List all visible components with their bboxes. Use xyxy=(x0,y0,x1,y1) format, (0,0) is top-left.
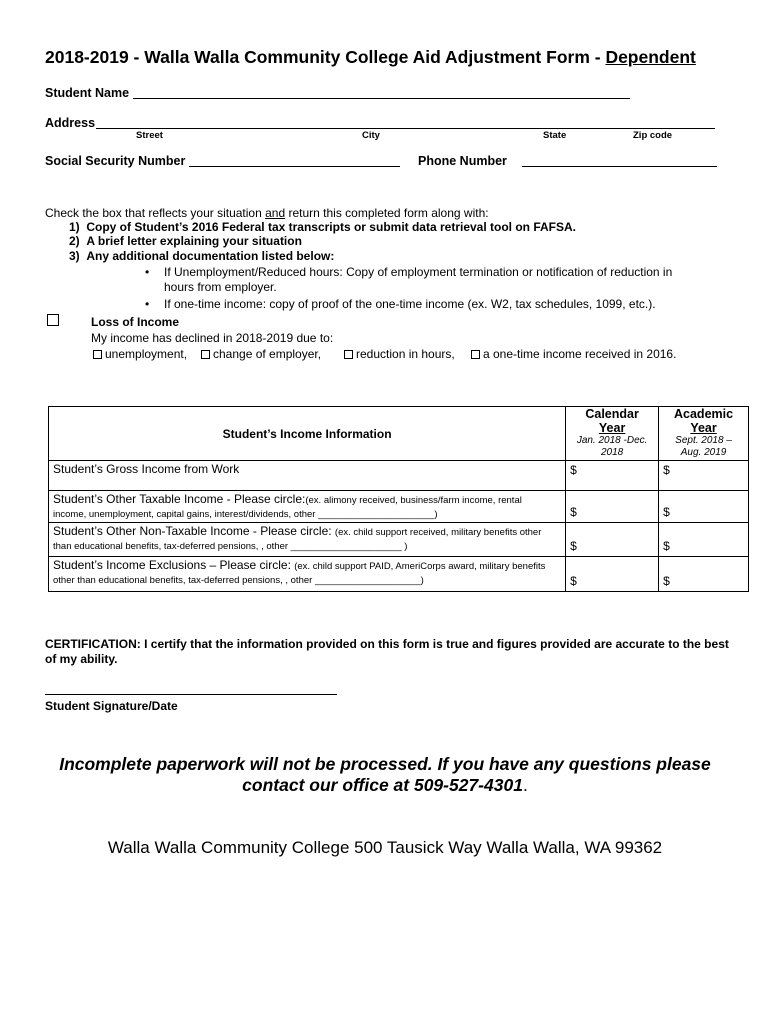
student-name-line[interactable] xyxy=(133,98,630,99)
option-reduction-in-hours[interactable]: reduction in hours, xyxy=(344,347,455,361)
table-row xyxy=(49,557,749,592)
street-label: Street xyxy=(136,130,163,141)
row-other-taxable: Student’s Other Taxable Income - Please circle:(ex. alimony received, business/farm income, rental income, unemployment, capital gains, interest/dividends, other ______________________) xyxy=(49,491,566,523)
loss-of-income-heading: Loss of Income xyxy=(91,315,180,329)
income-table xyxy=(48,406,749,592)
row-non-taxable: Student’s Other Non-Taxable Income - Please circle: (ex. child support received, military benefits other than educational benefits, tax-deferred pensions, , other _____________________ ) xyxy=(49,523,566,557)
bullet-2: If one-time income: copy of proof of the one-time income (ex. W2, tax schedules, 1099, etc.). xyxy=(164,297,656,311)
checkbox-icon[interactable] xyxy=(344,350,353,359)
instruction-item-2: 2) A brief letter explaining your situation xyxy=(69,234,302,248)
college-address: Walla Walla Community College 500 Tausick Way Walla Walla, WA 99362 xyxy=(107,838,663,857)
instruction-item-1: 1) Copy of Student’s 2016 Federal tax transcripts or submit data retrieval tool on FAFSA. xyxy=(69,220,577,234)
phone-line[interactable] xyxy=(522,166,717,167)
bullet-1-line1: If Unemployment/Reduced hours: Copy of employment termination or notification of reduction in xyxy=(164,265,673,279)
option-change-of-employer[interactable]: change of employer, xyxy=(201,347,321,361)
warning-text: Incomplete paperwork will not be processed. If you have any questions please contact our office at 509-527-4301. xyxy=(59,754,711,795)
academic-year-input[interactable]: $ xyxy=(659,491,749,523)
zip-label: Zip code xyxy=(633,130,673,141)
signature-line[interactable] xyxy=(45,694,337,695)
title-dependent: Dependent xyxy=(605,47,696,67)
phone-label: Phone Number xyxy=(418,154,507,168)
loss-of-income-line: My income has declined in 2018-2019 due to: xyxy=(91,331,334,345)
academic-year-input[interactable]: $ xyxy=(659,523,749,557)
bullet-icon: • xyxy=(145,265,150,279)
academic-year-input[interactable]: $ xyxy=(659,461,749,491)
ssn-line[interactable] xyxy=(189,166,400,167)
bullet-icon: • xyxy=(145,297,150,311)
instruction-item-3: 3) Any additional documentation listed below: xyxy=(69,249,335,263)
ssn-label: Social Security Number xyxy=(45,154,186,168)
address-line[interactable] xyxy=(96,128,715,129)
address-label: Address xyxy=(45,116,96,130)
table-row xyxy=(49,523,749,557)
calendar-year-input[interactable]: $ xyxy=(566,523,659,557)
calendar-year-input[interactable]: $ xyxy=(566,491,659,523)
state-label: State xyxy=(543,130,567,141)
row-income-exclusions: Student’s Income Exclusions – Please circle: (ex. child support PAID, AmeriCorps award, military benefits other than educational benefits, tax-deferred pensions, , other ____________________) xyxy=(49,557,566,592)
table-row xyxy=(49,491,749,523)
signature-label: Student Signature/Date xyxy=(45,699,178,713)
calendar-year-input[interactable]: $ xyxy=(566,557,659,592)
bullet-1-line2: hours from employer. xyxy=(164,280,277,294)
table-row xyxy=(49,461,749,491)
certification-text: CERTIFICATION: I certify that the information provided on this form is true and figures provided are accurate to the best of my ability. xyxy=(45,637,729,666)
checkbox-icon[interactable] xyxy=(93,350,102,359)
loss-of-income-checkbox[interactable] xyxy=(47,314,59,326)
student-name-label: Student Name xyxy=(45,86,130,100)
table-header: Student’s Income Information xyxy=(49,407,566,461)
checkbox-icon[interactable] xyxy=(471,350,480,359)
academic-year-header: Academic Year Sept. 2018 – Aug. 2019 xyxy=(659,407,749,461)
option-unemployment[interactable]: unemployment, xyxy=(93,347,187,361)
calendar-year-header: Calendar Year Jan. 2018 -Dec. 2018 xyxy=(566,407,659,461)
city-label: City xyxy=(362,130,380,141)
checkbox-icon[interactable] xyxy=(201,350,210,359)
row-gross-income: Student’s Gross Income from Work xyxy=(49,461,566,491)
instructions-intro: Check the box that reflects your situation and return this completed form along with: xyxy=(45,206,489,220)
academic-year-input[interactable]: $ xyxy=(659,557,749,592)
calendar-year-input[interactable]: $ xyxy=(566,461,659,491)
title-text: 2018-2019 - Walla Walla Community College Aid Adjustment Form - xyxy=(45,47,606,67)
form-title xyxy=(45,47,696,68)
option-one-time-income[interactable]: a one-time income received in 2016. xyxy=(471,347,676,361)
